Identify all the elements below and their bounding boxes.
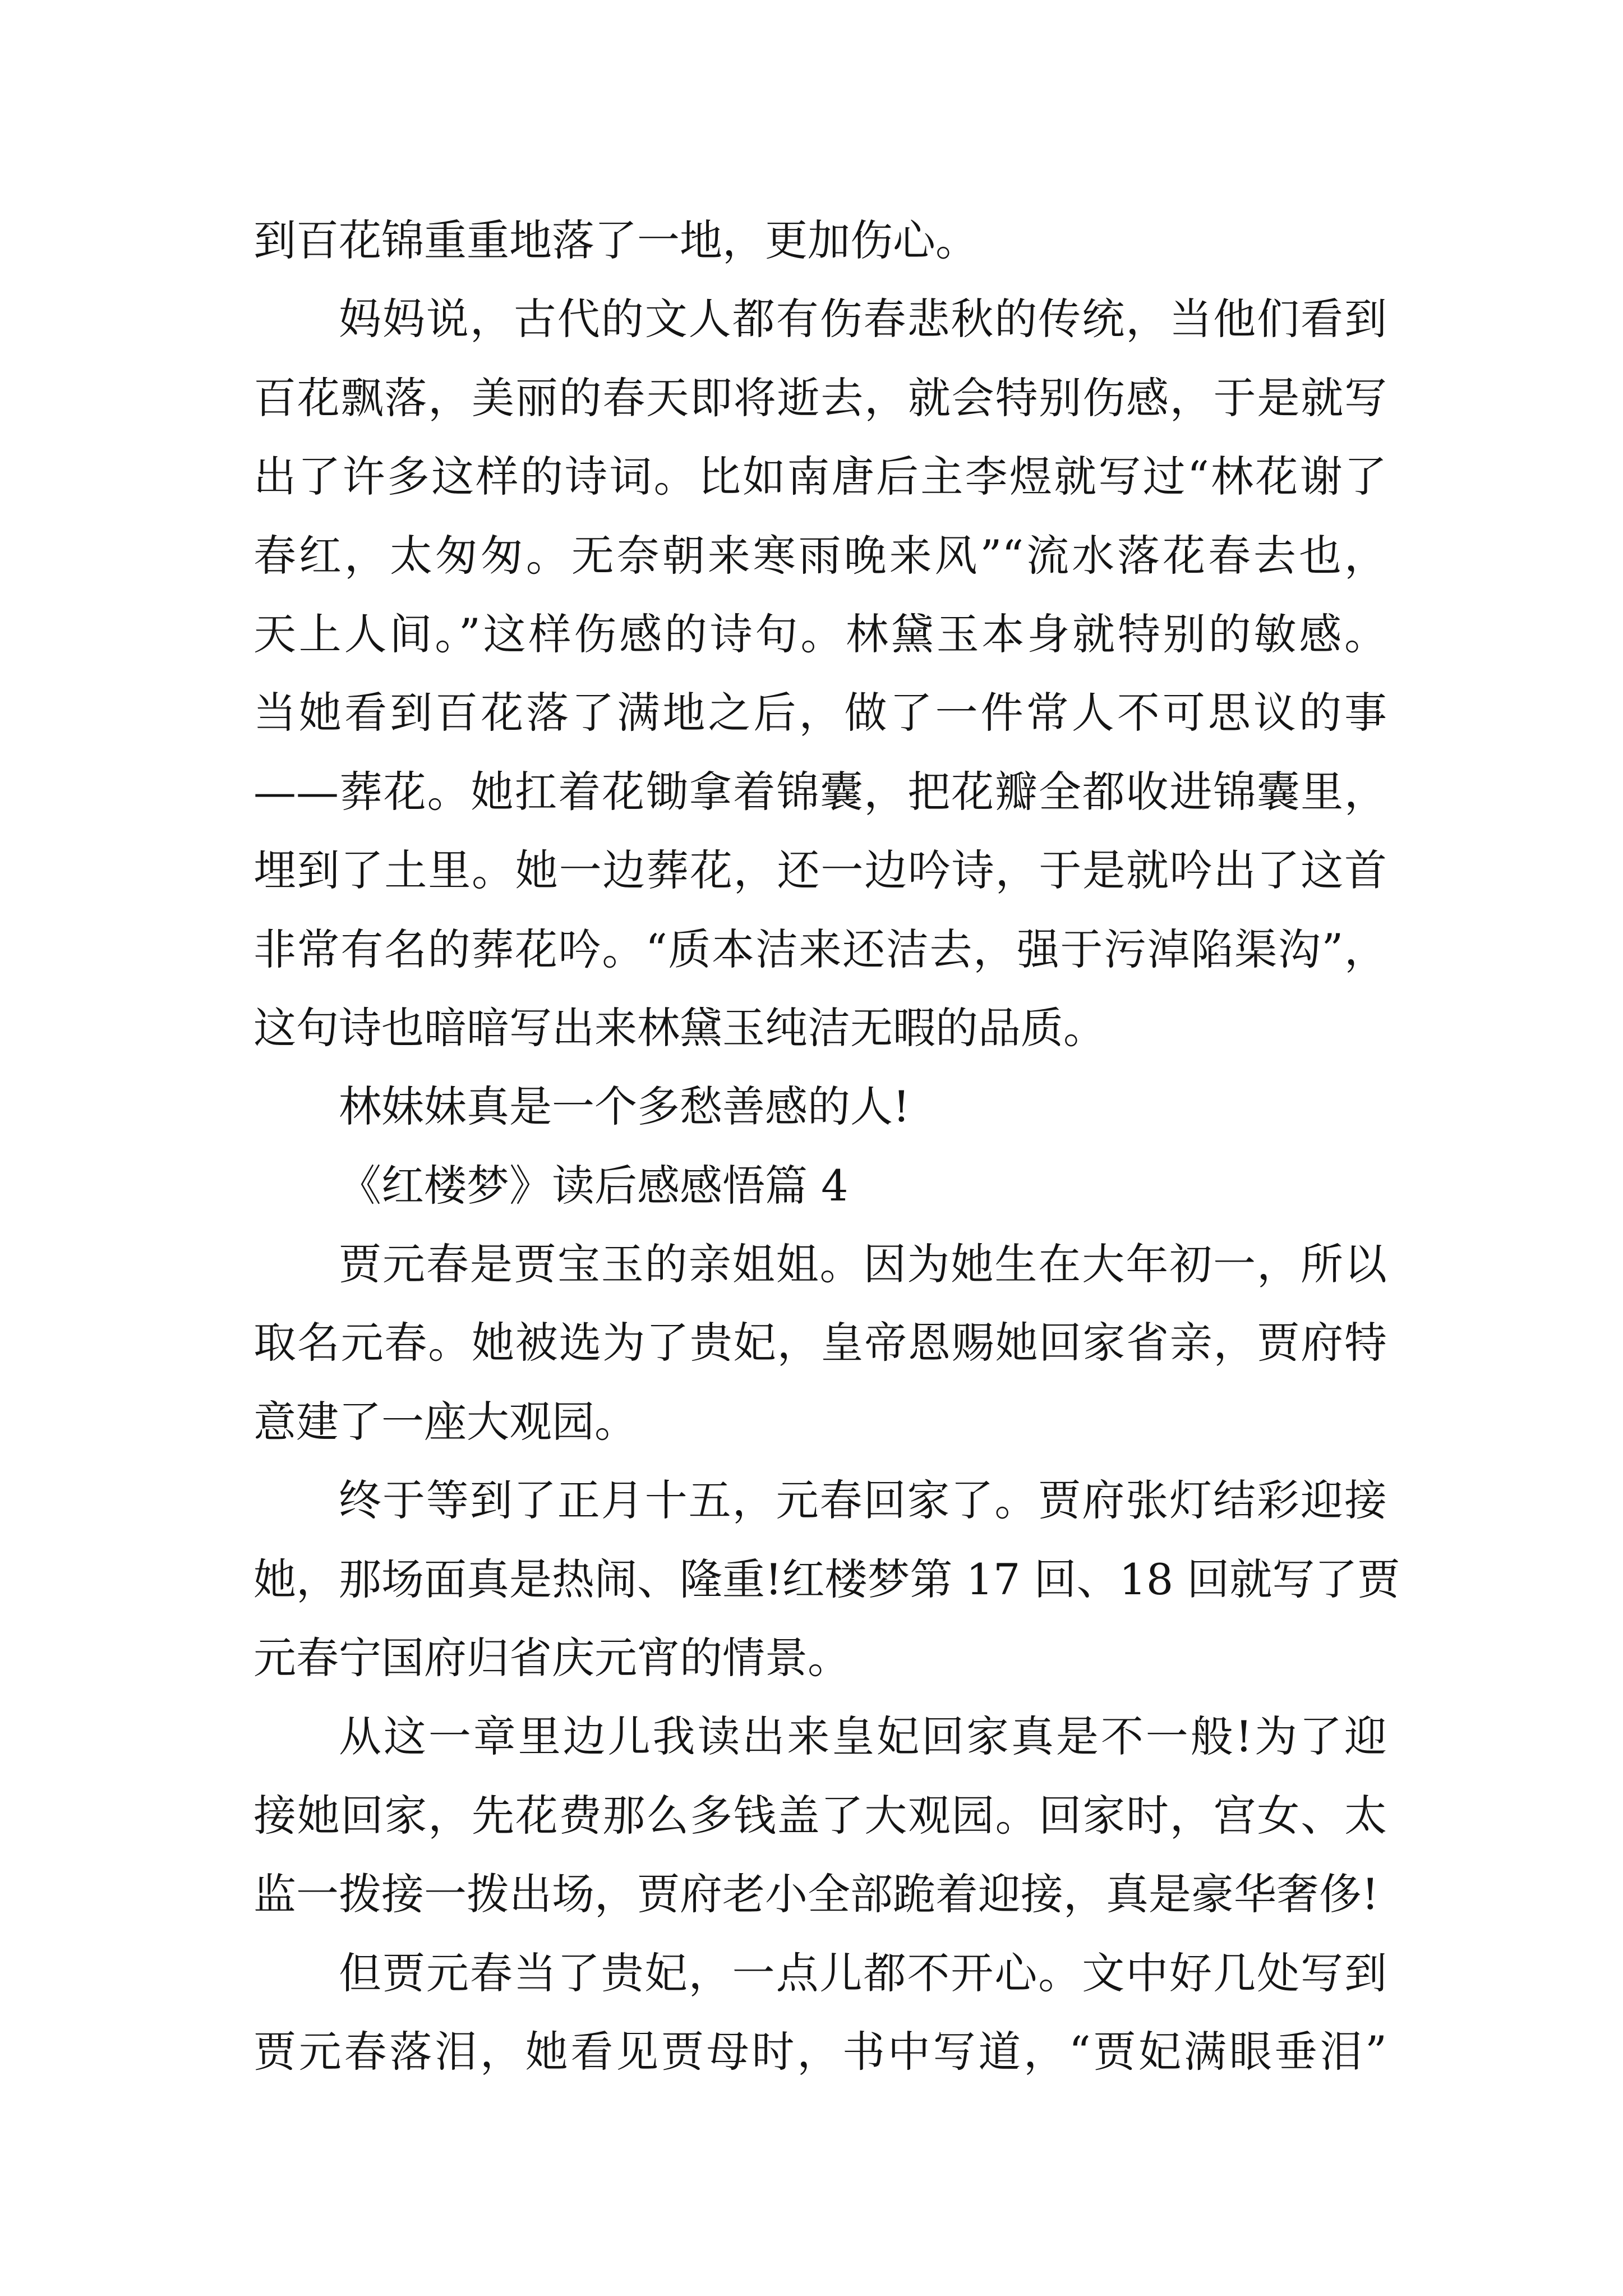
section-heading [253, 1147, 1387, 1225]
text-line: 取名元春。她被选为了贵妃，皇帝恩赐她回家省亲，贾府特 [253, 1318, 1387, 1368]
text-line: 到百花锦重重地落了一地，更加伤心。 [253, 215, 978, 265]
text-line: 天上人间。”这样伤感的诗句。林黛玉本身就特别的敏感。 [253, 609, 1387, 659]
text-line: 意建了一座大观园。 [253, 1396, 637, 1447]
text-line: 她，那场面真是热闹、隆重!红楼梦第 17 回、18 回就写了贾 [253, 1554, 1400, 1604]
text-line: 埋到了土里。她一边葬花，还一边吟诗，于是就吟出了这首 [253, 845, 1387, 896]
text-line: 贾元春落泪，她看见贾母时，书中写道，“贾妃满眼垂泪” [253, 2026, 1387, 2077]
text-line: 这句诗也暗暗写出来林黛玉纯洁无暇的品质。 [253, 1002, 1106, 1053]
paragraph [253, 280, 1387, 1068]
text-line: 出了许多这样的诗词。比如南唐后主李煜就写过“林花谢了 [253, 452, 1387, 502]
text-line: 春红，太匆匆。无奈朝来寒雨晚来风”“流水落花春去也， [253, 530, 1387, 581]
paragraph [253, 1461, 1400, 1697]
text-line: 接她回家，先花费那么多钱盖了大观园。回家时，宫女、太 [253, 1790, 1387, 1841]
document-body [253, 201, 1400, 2091]
section-heading-text: 《红楼梦》读后感感悟篇 4 [339, 1160, 849, 1211]
text-line: 但贾元春当了贵妃，一点儿都不开心。文中好几处写到 [339, 1948, 1387, 1998]
paragraph [253, 1068, 1387, 1146]
text-line: 百花飘落，美丽的春天即将逝去，就会特别伤感，于是就写 [253, 372, 1387, 423]
text-line: 当她看到百花落了满地之后，做了一件常人不可思议的事 [253, 688, 1387, 738]
text-line: ——葬花。她扛着花锄拿着锦囊，把花瓣全都收进锦囊里， [253, 766, 1387, 817]
text-line: 贾元春是贾宝玉的亲姐姐。因为她生在大年初一，所以 [339, 1239, 1387, 1290]
paragraph-continuation [253, 201, 1387, 280]
text-line: 从这一章里边儿我读出来皇妃回家真是不一般!为了迎 [339, 1711, 1387, 1762]
paragraph [253, 1225, 1387, 1461]
text-line: 非常有名的葬花吟。“质本洁来还洁去，强于污淖陷渠沟”， [253, 924, 1387, 974]
text-line: 终于等到了正月十五，元春回家了。贾府张灯结彩迎接 [339, 1475, 1387, 1526]
text-line: 妈妈说，古代的文人都有伤春悲秋的传统，当他们看到 [339, 294, 1387, 344]
text-line: 林妹妹真是一个多愁善感的人! [339, 1082, 910, 1132]
paragraph [253, 1697, 1387, 1934]
paragraph [253, 1934, 1387, 2092]
text-line: 监一拨接一拨出场，贾府老小全部跪着迎接，真是豪华奢侈! [253, 1869, 1379, 1920]
text-line: 元春宁国府归省庆元宵的情景。 [253, 1633, 850, 1683]
